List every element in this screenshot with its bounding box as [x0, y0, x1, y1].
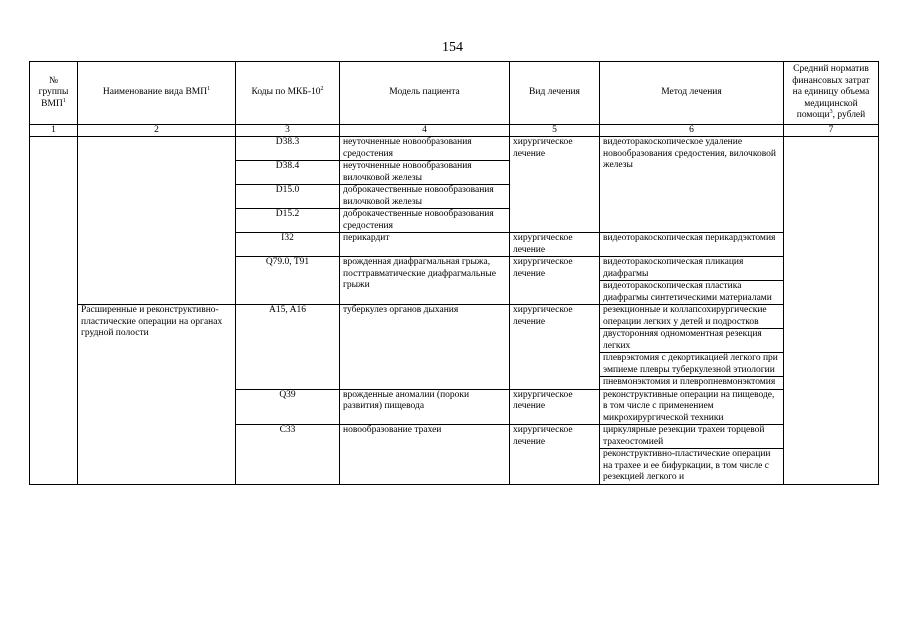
treatment-method: видеоторакоскопическая перикардэктомия [600, 233, 784, 257]
icd-code: I32 [236, 233, 340, 257]
column-number-row [30, 125, 879, 137]
group-number-cell [30, 137, 78, 485]
table-row [30, 137, 879, 161]
treatment-method: двусторонняя одномоментная резекция легких [600, 329, 784, 353]
column-number: 5 [510, 125, 600, 137]
patient-model: перикардит [340, 233, 510, 257]
icd-code: D15.0 [236, 185, 340, 209]
header-group-number: № группы ВМП$^1$ [30, 62, 78, 125]
patient-model: новообразование трахеи [340, 425, 510, 485]
icd-code: D15.2 [236, 209, 340, 233]
patient-model: неуточненные новообразования средостения [340, 137, 510, 161]
treatment-type: хирургическое лечение [510, 425, 600, 485]
header-treatment-type: Вид лечения [510, 62, 600, 125]
treatment-method: резекционные и коллапсохирургические операции легких у детей и подростков [600, 305, 784, 329]
header-treatment-method: Метод лечения [600, 62, 784, 125]
column-number: 3 [236, 125, 340, 137]
patient-model: врожденная диафрагмальная грыжа, посттравматические диафрагмальные грыжи [340, 257, 510, 305]
cost-norm-cell [784, 137, 879, 485]
column-number: 4 [340, 125, 510, 137]
table-row [30, 305, 879, 329]
patient-model: врожденные аномалии (пороки развития) пищевода [340, 389, 510, 425]
treatment-type: хирургическое лечение [510, 389, 600, 425]
header-vmp-name: Наименование вида ВМП$^1$ [78, 62, 236, 125]
treatment-type: хирургическое лечение [510, 137, 600, 233]
treatment-method: видеоторакоскопическая пликация диафрагмы [600, 257, 784, 281]
icd-code: D38.4 [236, 161, 340, 185]
treatment-type: хирургическое лечение [510, 257, 600, 305]
treatment-method: видеоторакоскопическое удаление новообразования средостения, вилочковой железы [600, 137, 784, 233]
treatment-method: видеоторакоскопическая пластика диафрагмы синтетическими материалами [600, 281, 784, 305]
vmp-name-cell [78, 137, 236, 281]
column-number: 7 [784, 125, 879, 137]
treatment-method: пневмонэктомия и плевропневмонэктомия [600, 377, 784, 390]
vmp-name-cell [78, 281, 236, 305]
icd-code: D38.3 [236, 137, 340, 161]
treatment-method: циркулярные резекции трахеи торцевой трахеостомией [600, 425, 784, 449]
patient-model: неуточненные новообразования вилочковой железы [340, 161, 510, 185]
column-number: 6 [600, 125, 784, 137]
column-number: 2 [78, 125, 236, 137]
treatment-method: плеврэктомия с декортикацией легкого при эмпиеме плевры туберкулезной этиологии [600, 353, 784, 377]
treatment-method: реконструктивно-пластические операции на трахее и ее бифуркации, в том числе с резекцией легкого и [600, 449, 784, 485]
vmp-table [29, 61, 879, 485]
treatment-method: реконструктивные операции на пищеводе, в том числе с применением микрохирургической техники [600, 389, 784, 425]
header-cost-norm: Средний норматив финансовых затрат на единицу объема медицинской помощи$^3$, рублей [784, 62, 879, 125]
column-number: 1 [30, 125, 78, 137]
header-icd-codes: Коды по МКБ-$10^2$ [236, 62, 340, 125]
header-row [30, 62, 879, 125]
icd-code: Q39 [236, 389, 340, 425]
icd-code: C33 [236, 425, 340, 485]
icd-code: Q79.0, T91 [236, 257, 340, 305]
vmp-name: Расширенные и реконструктивно-пластические операции на органах грудной полости [78, 305, 236, 485]
patient-model: доброкачественные новообразования вилочковой железы [340, 185, 510, 209]
header-patient-model: Модель пациента [340, 62, 510, 125]
page-number: 154 [442, 40, 463, 55]
patient-model: доброкачественные новообразования средостения [340, 209, 510, 233]
icd-code: A15, A16 [236, 305, 340, 390]
treatment-type: хирургическое лечение [510, 305, 600, 390]
treatment-type: хирургическое лечение [510, 233, 600, 257]
patient-model: туберкулез органов дыхания [340, 305, 510, 390]
